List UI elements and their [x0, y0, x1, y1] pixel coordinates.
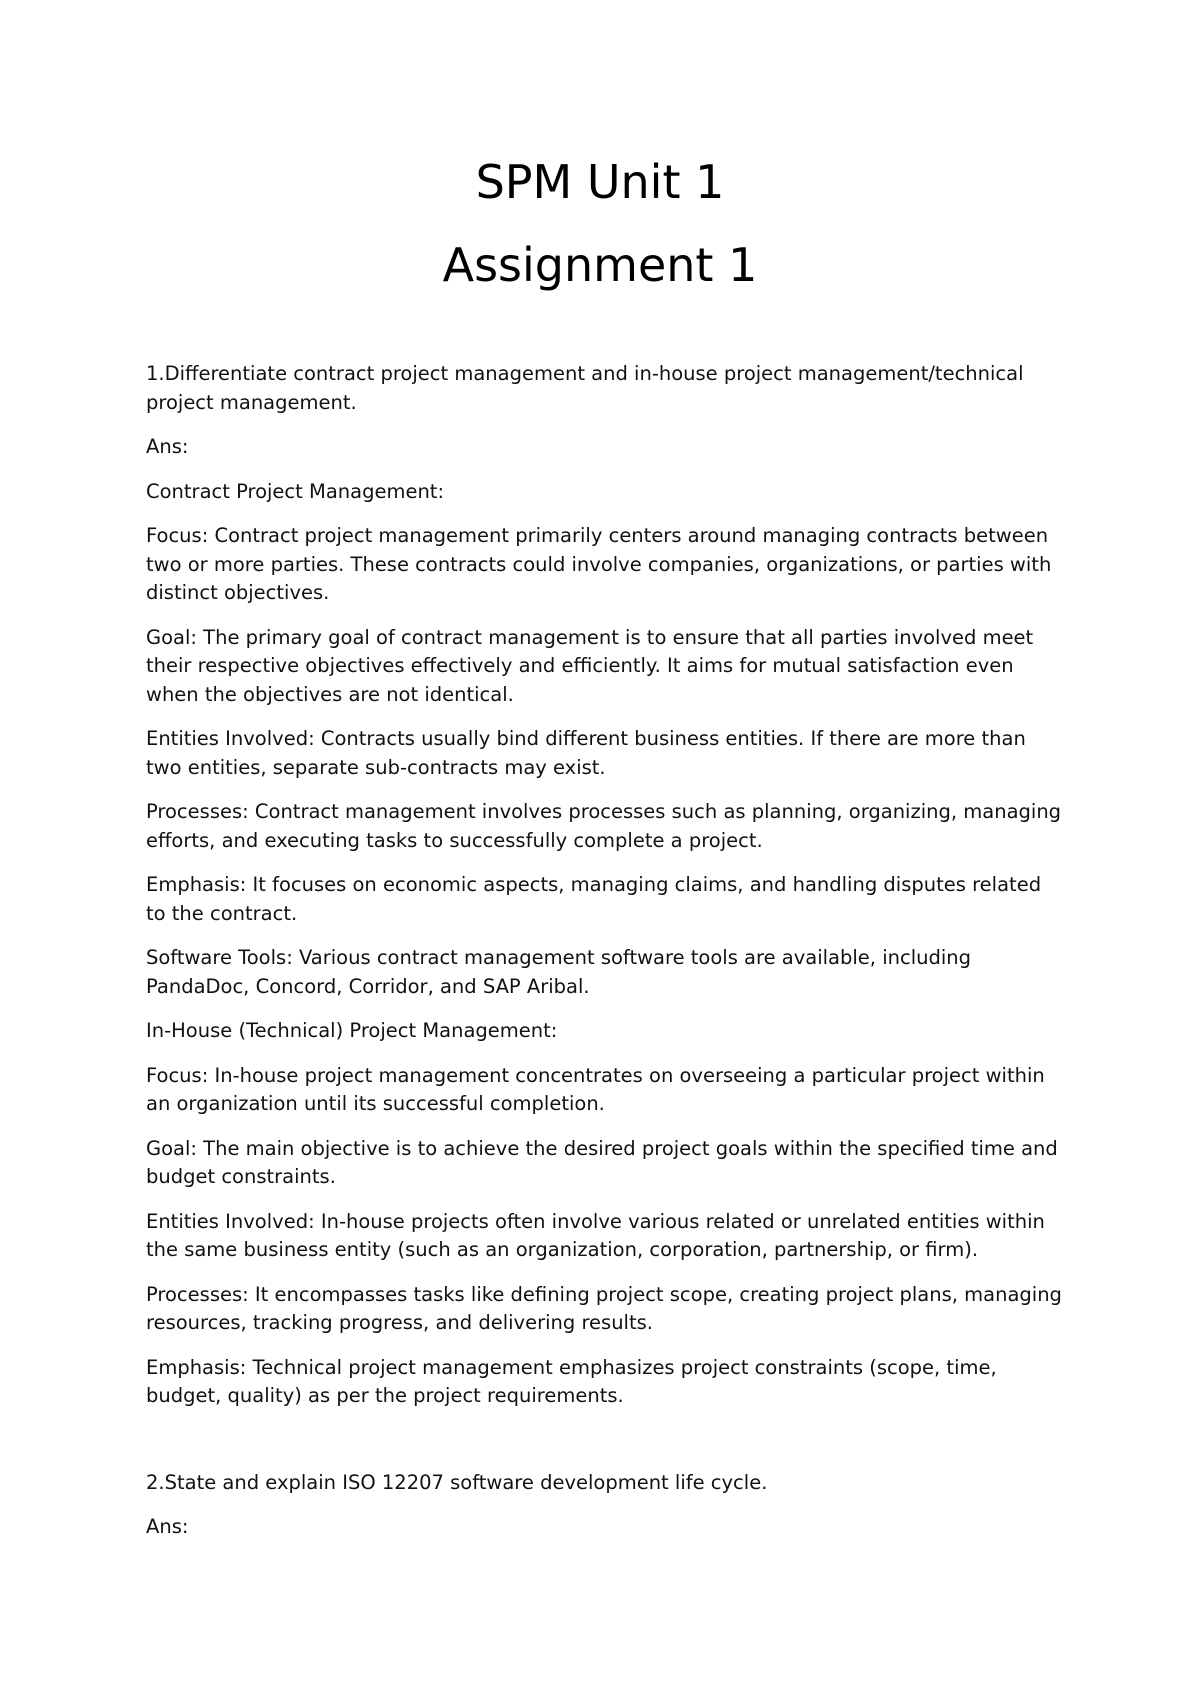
inhouse-item: Emphasis: Technical project management emphasizes project constraints (scope, time, budget, quality) as per the project requirements. [146, 1355, 997, 1407]
document-body [146, 360, 1066, 1558]
inhouse-item: Entities Involved: In-house projects often involve various related or unrelated entities within the same business entity (such as an organization, corporation, partnership, or firm). [146, 1209, 1045, 1261]
contract-item: Emphasis: It focuses on economic aspects, managing claims, and handling disputes related to the contract. [146, 873, 1042, 925]
inhouse-item: Goal: The main objective is to achieve the desired project goals within the specified time and budget constraints. [146, 1136, 1058, 1188]
contract-item: Processes: Contract management involves processes such as planning, organizing, managing efforts, and executing tasks to successfully complete a project. [146, 800, 1062, 852]
question-1: 1.Differentiate contract project management and in-house project management/technical project management. [146, 362, 1024, 414]
document-subtitle: Assignment 1 [442, 238, 758, 292]
question-2: 2.State and explain ISO 12207 software development life cycle. [146, 1470, 768, 1494]
contract-item: Software Tools: Various contract management software tools are available, including PandaDoc, Concord, Corridor, and SAP Aribal. [146, 946, 972, 998]
contract-heading: Contract Project Management: [146, 479, 445, 503]
contract-item: Entities Involved: Contracts usually bind different business entities. If there are more than two entities, separate sub-contracts may exist. [146, 727, 1026, 779]
answer-label-1: Ans: [146, 435, 189, 458]
inhouse-heading: In-House (Technical) Project Management: [146, 1019, 558, 1042]
contract-item: Goal: The primary goal of contract management is to ensure that all parties involved meet their respective objectives effectively and efficiently. It aims for mutual satisfaction even when the objectives are not identical. [146, 625, 1034, 706]
answer-label-2: Ans: [146, 1515, 189, 1538]
document-title: SPM Unit 1 [475, 155, 725, 209]
contract-item: Focus: Contract project management primarily centers around managing contracts between two or more parties. These contracts could involve companies, organizations, or parties with distinct objectives. [146, 524, 1052, 604]
inhouse-item: Focus: In-house project management concentrates on overseeing a particular project within an organization until its successful completion. [146, 1063, 1045, 1115]
inhouse-item: Processes: It encompasses tasks like defining project scope, creating project plans, managing resources, tracking progress, and delivering results. [146, 1282, 1062, 1334]
